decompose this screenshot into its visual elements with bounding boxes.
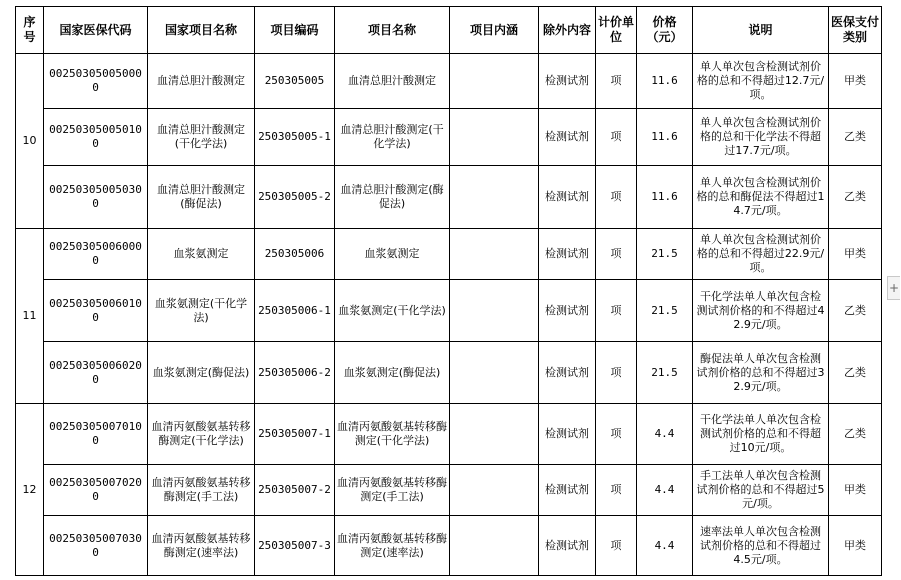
unit-cell: 项	[596, 342, 637, 404]
national-name-cell: 血浆氨测定(酶促法)	[148, 342, 255, 404]
national-code-cell: 002503050070100	[44, 404, 148, 465]
unit-cell: 项	[596, 109, 637, 166]
note-cell: 干化学法单人单次包含检测试剂价格的总和不得超过10元/项。	[693, 404, 829, 465]
item-name-cell: 血清总胆汁酸测定(干化学法)	[335, 109, 450, 166]
table-row	[16, 404, 882, 465]
item-name-cell: 血清总胆汁酸测定	[335, 54, 450, 109]
plus-icon: +	[888, 281, 900, 295]
national-code-cell: 002503050050000	[44, 54, 148, 109]
category-cell: 乙类	[829, 404, 882, 465]
unit-cell: 项	[596, 516, 637, 576]
excluded-cell: 检测试剂	[539, 280, 596, 342]
connotation-cell	[450, 166, 539, 229]
excluded-cell: 检测试剂	[539, 404, 596, 465]
item-code-cell: 250305006	[255, 229, 335, 280]
connotation-cell	[450, 54, 539, 109]
category-cell: 乙类	[829, 280, 882, 342]
seq-cell: 10	[16, 54, 44, 229]
table-row	[16, 342, 882, 404]
note-cell: 手工法单人单次包含检测试剂价格的总和不得超过5元/项。	[693, 465, 829, 516]
price-cell: 11.6	[637, 109, 693, 166]
table-row	[16, 109, 882, 166]
table-row	[16, 465, 882, 516]
item-code-cell: 250305007-2	[255, 465, 335, 516]
header-national-code: 国家医保代码	[44, 7, 148, 54]
header-price: 价格（元）	[637, 7, 693, 54]
note-cell: 酶促法单人单次包含检测试剂价格的总和不得超过32.9元/项。	[693, 342, 829, 404]
price-cell: 21.5	[637, 280, 693, 342]
national-code-cell: 002503050050100	[44, 109, 148, 166]
category-cell: 乙类	[829, 109, 882, 166]
seq-cell: 12	[16, 404, 44, 576]
category-cell: 甲类	[829, 229, 882, 280]
national-code-cell: 002503050060000	[44, 229, 148, 280]
connotation-cell	[450, 229, 539, 280]
connotation-cell	[450, 342, 539, 404]
table-header-row	[16, 7, 882, 54]
national-code-cell: 002503050070300	[44, 516, 148, 576]
national-name-cell: 血浆氨测定(干化学法)	[148, 280, 255, 342]
national-name-cell: 血浆氨测定	[148, 229, 255, 280]
connotation-cell	[450, 465, 539, 516]
excluded-cell: 检测试剂	[539, 465, 596, 516]
price-cell: 11.6	[637, 166, 693, 229]
item-code-cell: 250305005	[255, 54, 335, 109]
header-unit: 计价单位	[596, 7, 637, 54]
item-code-cell: 250305007-1	[255, 404, 335, 465]
table-row	[16, 54, 882, 109]
price-cell: 4.4	[637, 516, 693, 576]
item-name-cell: 血清丙氨酸氨基转移酶测定(手工法)	[335, 465, 450, 516]
excluded-cell: 检测试剂	[539, 54, 596, 109]
excluded-cell: 检测试剂	[539, 166, 596, 229]
national-name-cell: 血清总胆汁酸测定	[148, 54, 255, 109]
table-row	[16, 516, 882, 576]
table-row	[16, 166, 882, 229]
price-cell: 21.5	[637, 229, 693, 280]
table-row	[16, 280, 882, 342]
header-item-name: 项目名称	[335, 7, 450, 54]
item-name-cell: 血清丙氨酸氨基转移酶测定(速率法)	[335, 516, 450, 576]
unit-cell: 项	[596, 229, 637, 280]
note-cell: 单人单次包含检测试剂价格的总和不得超过22.9元/项。	[693, 229, 829, 280]
item-name-cell: 血清总胆汁酸测定(酶促法)	[335, 166, 450, 229]
unit-cell: 项	[596, 166, 637, 229]
national-name-cell: 血清总胆汁酸测定(干化学法)	[148, 109, 255, 166]
item-code-cell: 250305005-2	[255, 166, 335, 229]
price-cell: 11.6	[637, 54, 693, 109]
document-page	[15, 6, 881, 576]
national-code-cell: 002503050060100	[44, 280, 148, 342]
price-cell: 4.4	[637, 404, 693, 465]
note-cell: 单人单次包含检测试剂价格的总和酶促法不得超过14.7元/项。	[693, 166, 829, 229]
category-cell: 甲类	[829, 54, 882, 109]
item-name-cell: 血浆氨测定(干化学法)	[335, 280, 450, 342]
unit-cell: 项	[596, 465, 637, 516]
item-name-cell: 血浆氨测定(酶促法)	[335, 342, 450, 404]
expand-side-panel-button[interactable]	[887, 276, 900, 300]
header-item-code: 项目编码	[255, 7, 335, 54]
connotation-cell	[450, 280, 539, 342]
price-cell: 4.4	[637, 465, 693, 516]
item-code-cell: 250305007-3	[255, 516, 335, 576]
price-cell: 21.5	[637, 342, 693, 404]
item-code-cell: 250305005-1	[255, 109, 335, 166]
item-name-cell: 血浆氨测定	[335, 229, 450, 280]
connotation-cell	[450, 516, 539, 576]
unit-cell: 项	[596, 54, 637, 109]
header-category: 医保支付类别	[829, 7, 882, 54]
header-connotation: 项目内涵	[450, 7, 539, 54]
header-note: 说明	[693, 7, 829, 54]
national-code-cell: 002503050050300	[44, 166, 148, 229]
note-cell: 速率法单人单次包含检测试剂价格的总和不得超过4.5元/项。	[693, 516, 829, 576]
note-cell: 单人单次包含检测试剂价格的总和干化学法不得超过17.7元/项。	[693, 109, 829, 166]
national-name-cell: 血清总胆汁酸测定(酶促法)	[148, 166, 255, 229]
connotation-cell	[450, 109, 539, 166]
seq-cell: 11	[16, 229, 44, 404]
excluded-cell: 检测试剂	[539, 229, 596, 280]
national-code-cell: 002503050070200	[44, 465, 148, 516]
national-name-cell: 血清丙氨酸氨基转移酶测定(干化学法)	[148, 404, 255, 465]
excluded-cell: 检测试剂	[539, 109, 596, 166]
header-excluded: 除外内容	[539, 7, 596, 54]
category-cell: 甲类	[829, 465, 882, 516]
item-name-cell: 血清丙氨酸氨基转移酶测定(干化学法)	[335, 404, 450, 465]
note-cell: 干化学法单人单次包含检测试剂价格的和不得超过42.9元/项。	[693, 280, 829, 342]
price-table	[15, 6, 882, 576]
unit-cell: 项	[596, 280, 637, 342]
connotation-cell	[450, 404, 539, 465]
table-row	[16, 229, 882, 280]
national-code-cell: 002503050060200	[44, 342, 148, 404]
national-name-cell: 血清丙氨酸氨基转移酶测定(手工法)	[148, 465, 255, 516]
excluded-cell: 检测试剂	[539, 342, 596, 404]
category-cell: 乙类	[829, 342, 882, 404]
national-name-cell: 血清丙氨酸氨基转移酶测定(速率法)	[148, 516, 255, 576]
category-cell: 甲类	[829, 516, 882, 576]
header-national-name: 国家项目名称	[148, 7, 255, 54]
unit-cell: 项	[596, 404, 637, 465]
note-cell: 单人单次包含检测试剂价格的总和不得超过12.7元/项。	[693, 54, 829, 109]
item-code-cell: 250305006-1	[255, 280, 335, 342]
excluded-cell: 检测试剂	[539, 516, 596, 576]
header-seq: 序号	[16, 7, 44, 54]
item-code-cell: 250305006-2	[255, 342, 335, 404]
category-cell: 乙类	[829, 166, 882, 229]
